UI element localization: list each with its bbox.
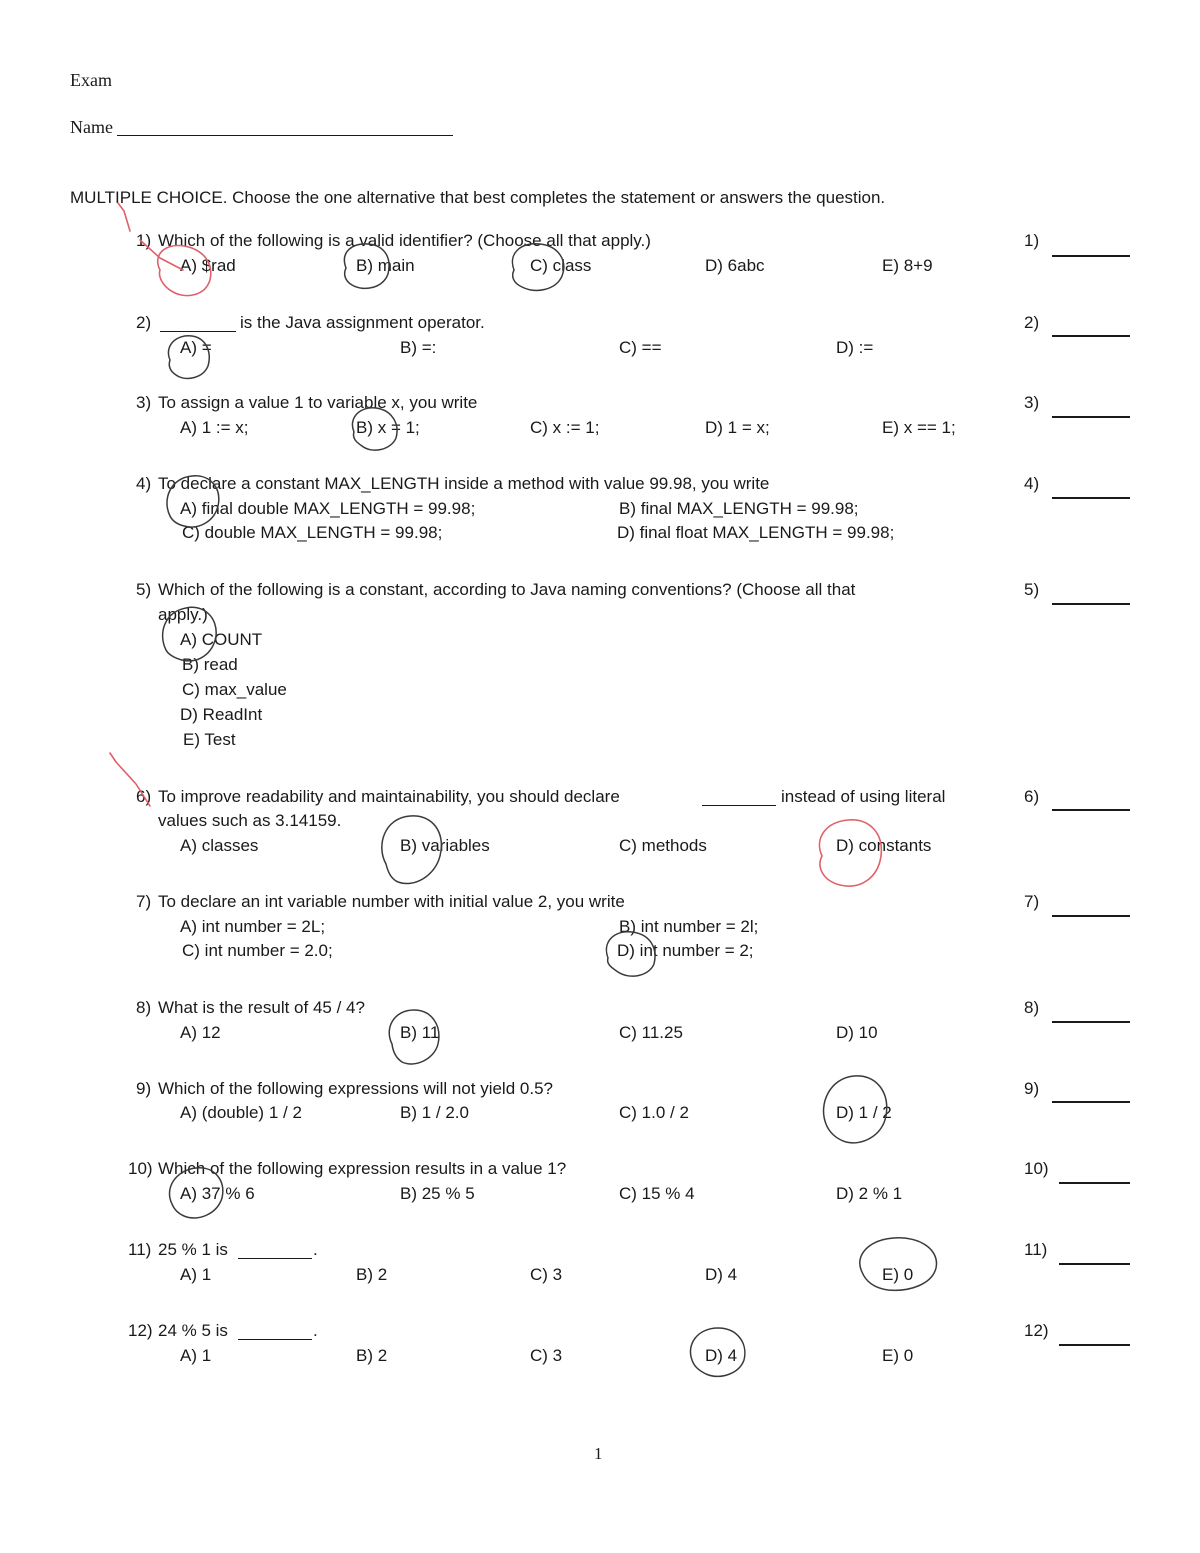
q10-option-a[interactable]: A) 37 % 6 xyxy=(180,1184,255,1203)
q5-option-b[interactable]: B) read xyxy=(182,655,238,674)
question-11-text: 25 % 1 is xyxy=(158,1240,228,1259)
exam-title: Exam xyxy=(70,70,112,90)
q4-option-c[interactable]: C) double MAX_LENGTH = 99.98; xyxy=(182,523,443,542)
gray-circle-q10-a xyxy=(169,1168,222,1218)
q11-option-d[interactable]: D) 4 xyxy=(705,1265,738,1284)
answer-4-label: 4) xyxy=(1024,474,1040,493)
q2-option-c[interactable]: C) == xyxy=(619,338,662,357)
gray-circle-q2-a xyxy=(168,336,209,379)
gray-circle-q8-b xyxy=(389,1010,439,1064)
answer-8-label: 8) xyxy=(1024,998,1040,1017)
gray-circle-q3-b xyxy=(352,408,397,450)
q9-option-c[interactable]: C) 1.0 / 2 xyxy=(619,1103,689,1122)
gray-circle-q9-d xyxy=(824,1076,887,1143)
q5-option-e[interactable]: E) Test xyxy=(183,730,236,749)
q11-option-e[interactable]: E) 0 xyxy=(882,1265,914,1284)
gray-circle-q7-d xyxy=(606,932,655,976)
q12-option-c[interactable]: C) 3 xyxy=(530,1346,563,1365)
q3-option-c[interactable]: C) x := 1; xyxy=(530,418,600,437)
gray-circle-q6-b xyxy=(382,816,442,884)
q3-option-b[interactable]: B) x = 1; xyxy=(356,418,420,437)
question-5-text-line1: Which of the following is a constant, according to Java naming conventions? (Choose all that xyxy=(158,580,856,599)
q2-option-b[interactable]: B) =: xyxy=(400,338,437,357)
question-6-text-line2: values such as 3.14159. xyxy=(158,811,342,830)
gray-circle-q11-e xyxy=(860,1238,937,1290)
q4-option-b[interactable]: B) final MAX_LENGTH = 99.98; xyxy=(619,499,859,518)
question-9-number: 9) xyxy=(136,1079,152,1098)
q2-option-a[interactable]: A) = xyxy=(180,338,212,357)
q9-option-a[interactable]: A) (double) 1 / 2 xyxy=(180,1103,302,1122)
q11-option-c[interactable]: C) 3 xyxy=(530,1265,563,1284)
q3-option-a[interactable]: A) 1 := x; xyxy=(180,418,249,437)
question-7-text: To declare an int variable number with initial value 2, you write xyxy=(158,892,625,911)
answer-11-label: 11) xyxy=(1024,1240,1048,1259)
answer-5-label: 5) xyxy=(1024,580,1040,599)
red-check-mark-q1 xyxy=(140,240,183,270)
answer-7-label: 7) xyxy=(1024,892,1040,911)
question-6-number: 6) xyxy=(136,787,152,806)
q12-option-e[interactable]: E) 0 xyxy=(882,1346,914,1365)
q3-option-d[interactable]: D) 1 = x; xyxy=(705,418,770,437)
q6-option-d[interactable]: D) constants xyxy=(836,836,932,855)
question-2-number: 2) xyxy=(136,313,152,332)
gray-circle-q1-c xyxy=(512,244,563,291)
q7-option-d[interactable]: D) int number = 2; xyxy=(617,941,754,960)
answer-6-label: 6) xyxy=(1024,787,1040,806)
answer-3-label: 3) xyxy=(1024,393,1040,412)
q12-option-a[interactable]: A) 1 xyxy=(180,1346,212,1365)
q1-option-d[interactable]: D) 6abc xyxy=(705,256,765,275)
question-5-number: 5) xyxy=(136,580,152,599)
q11-option-b[interactable]: B) 2 xyxy=(356,1265,388,1284)
question-6-text-line1b: instead of using literal xyxy=(781,787,946,806)
question-12-text: 24 % 5 is xyxy=(158,1321,228,1340)
question-10-number: 10) xyxy=(128,1159,153,1178)
question-8-number: 8) xyxy=(136,998,152,1017)
q4-option-d[interactable]: D) final float MAX_LENGTH = 99.98; xyxy=(617,523,895,542)
question-7-number: 7) xyxy=(136,892,152,911)
q3-option-e[interactable]: E) x == 1; xyxy=(882,418,956,437)
red-check-mark-q6 xyxy=(110,753,150,806)
q7-option-a[interactable]: A) int number = 2L; xyxy=(180,917,326,936)
question-1-text: Which of the following is a valid identifier? (Choose all that apply.) xyxy=(158,231,651,250)
q12-option-b[interactable]: B) 2 xyxy=(356,1346,388,1365)
q11-option-a[interactable]: A) 1 xyxy=(180,1265,212,1284)
page-number: 1 xyxy=(594,1444,603,1463)
question-4-text: To declare a constant MAX_LENGTH inside a method with value 99.98, you write xyxy=(158,474,770,493)
gray-circle-q12-d xyxy=(690,1328,744,1376)
q5-option-c[interactable]: C) max_value xyxy=(182,680,287,699)
q12-option-d[interactable]: D) 4 xyxy=(705,1346,738,1365)
question-6-text-line1a: To improve readability and maintainability, you should declare xyxy=(158,787,620,806)
question-10-text: Which of the following expression results in a value 1? xyxy=(158,1159,567,1178)
question-11-number: 11) xyxy=(128,1240,152,1259)
q9-option-d[interactable]: D) 1 / 2 xyxy=(836,1103,892,1122)
q6-option-b[interactable]: B) variables xyxy=(400,836,490,855)
answer-10-label: 10) xyxy=(1024,1159,1049,1178)
answer-2-label: 2) xyxy=(1024,313,1040,332)
question-9-text: Which of the following expressions will not yield 0.5? xyxy=(158,1079,553,1098)
instructions: MULTIPLE CHOICE. Choose the one alternative that best completes the statement or answers the question. xyxy=(70,188,886,207)
question-11-period: . xyxy=(313,1240,318,1259)
q5-option-d[interactable]: D) ReadInt xyxy=(180,705,263,724)
red-circle-q1-a xyxy=(158,246,211,296)
q5-option-a[interactable]: A) COUNT xyxy=(180,630,263,649)
q6-option-c[interactable]: C) methods xyxy=(619,836,707,855)
question-3-number: 3) xyxy=(136,393,152,412)
answer-12-label: 12) xyxy=(1024,1321,1049,1340)
name-label: Name xyxy=(70,117,113,137)
q10-option-c[interactable]: C) 15 % 4 xyxy=(619,1184,695,1203)
q9-option-b[interactable]: B) 1 / 2.0 xyxy=(400,1103,469,1122)
q1-option-e[interactable]: E) 8+9 xyxy=(882,256,933,275)
question-12-number: 12) xyxy=(128,1321,153,1340)
question-12-period: . xyxy=(313,1321,318,1340)
q6-option-a[interactable]: A) classes xyxy=(180,836,259,855)
red-check-mark-instructions xyxy=(118,203,130,231)
answer-1-label: 1) xyxy=(1024,231,1040,250)
question-3-text: To assign a value 1 to variable x, you write xyxy=(158,393,478,412)
q8-option-b[interactable]: B) 11 xyxy=(400,1023,440,1042)
question-8-text: What is the result of 45 / 4? xyxy=(158,998,365,1017)
q8-option-c[interactable]: C) 11.25 xyxy=(619,1023,683,1042)
question-1-number: 1) xyxy=(136,231,152,250)
q1-option-b[interactable]: B) main xyxy=(356,256,415,275)
answer-9-label: 9) xyxy=(1024,1079,1040,1098)
question-2-text: is the Java assignment operator. xyxy=(240,313,485,332)
q7-option-b[interactable]: B) int number = 2l; xyxy=(619,917,759,936)
q8-option-d[interactable]: D) 10 xyxy=(836,1023,878,1042)
q1-option-c[interactable]: C) class xyxy=(530,256,592,275)
q2-option-d[interactable]: D) := xyxy=(836,338,874,357)
gray-circle-q4-a xyxy=(167,476,219,527)
q10-option-b[interactable]: B) 25 % 5 xyxy=(400,1184,475,1203)
q1-option-a[interactable]: A) $rad xyxy=(180,256,236,275)
q7-option-c[interactable]: C) int number = 2.0; xyxy=(182,941,333,960)
gray-circle-q1-b xyxy=(344,244,389,288)
red-circle-q6-d xyxy=(820,820,882,886)
q4-option-a[interactable]: A) final double MAX_LENGTH = 99.98; xyxy=(180,499,476,518)
question-4-number: 4) xyxy=(136,474,152,493)
q10-option-d[interactable]: D) 2 % 1 xyxy=(836,1184,903,1203)
gray-circle-q5-a xyxy=(163,607,217,661)
question-5-text-line2: apply.) xyxy=(158,605,208,624)
q8-option-a[interactable]: A) 12 xyxy=(180,1023,221,1042)
